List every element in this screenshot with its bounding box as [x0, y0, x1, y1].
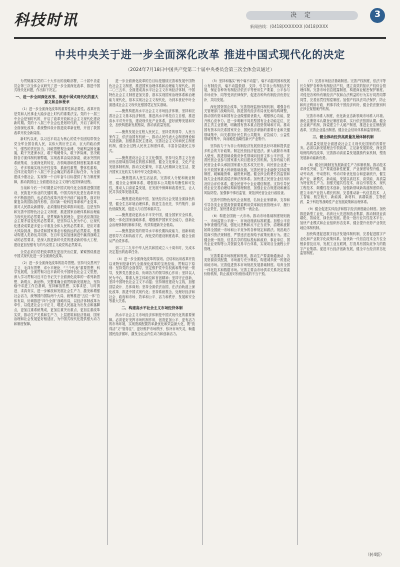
body-paragraph: 为贯彻落实党的二十大作出的战略部署，二十届中央委员会第三次全体会议研究了进一步全面深化改革、推进中国式现代化问题，作出如下决定。: [14, 79, 100, 93]
column-divider: [202, 79, 203, 545]
body-paragraph: 完善要素市场制度和规则，推动生产要素畅通流动、各类资源高效配置、市场潜力充分释放。构建城乡统一的建设用地市场。完善促进资本市场规范发展基础制度。培育全国一体化技术和数据市场。完善主要由市场供求关系决定要素价格机制，防止政府对价格形成的不当干预。: [204, 253, 290, 277]
body-paragraph: 高质量发展是全面建设社会主义现代化国家的首要任务。必须以新发展理念引领改革，立足新发展阶段，深化供给侧结构性改革，完善推动高质量发展激励约束机制，塑造发展新动能新优势。: [300, 141, 386, 160]
body-paragraph: ——聚焦建设更高水平平安中国，健全国家安全体系，强化一体化国家战略体系，增强维护国家安全能力，创新社会治理体制机制和手段，有效构建新安全格局。: [109, 213, 195, 227]
body-paragraph: （2）进一步全面深化改革的指导思想。坚持马克思列宁主义、毛泽东思想、邓小平理论、“三个代表”重要思想、科学发展观，全面贯彻习近平新时代中国特色社会主义思想，深入学习贯彻习近平总书记关于全面深化改革的一系列新思想、新观点、新论断，完整准确全面贯彻新发展理念，坚持稳中求进工作总基调，坚持解放思想、实事求是、与时俱进、求真务实，进一步解放和发展社会生产力、激发和增强社会活力，统筹国内国际两个大局，统筹推进“五位一体”总体布局，协调推进“四个全面”战略布局，以经济体制改革为牵引，以促进社会公平正义、增进人民福祉为出发点和落脚点，更加注重系统集成，更加注重突出重点，更加注重改革实效，推动生产关系和生产力、上层建筑和经济基础、国家治理和社会发展更好相适应，为中国式现代化提供强大动力和制度保障。: [14, 260, 100, 327]
column-divider: [297, 79, 298, 545]
body-paragraph: ——聚焦提高人民生活品质，完善收入分配和就业制度，健全社会保障体系，增强基本公共服务均衡性和可及性，推动人口高质量发展，在发展中保障和改善民生，让人民共享改革发展成果。: [109, 176, 195, 195]
body-paragraph: 到二〇二九年中华人民共和国成立八十周年时，完成本决定提出的改革任务。: [109, 245, 195, 255]
section-heading: 一、进一步全面深化改革、推进中国式现代化的重大意义和总体要求: [15, 95, 99, 105]
body-paragraph: 深化国资国企改革，完善管理监督体制机制，增强各有关管理部门战略协同，推进国有经济布局优化和结构调整，推动国有资本和国有企业做强做优做大，增强核心功能，提升核心竞争力。进一步明晰不同类型国有企业功能定位，完善主责主业管理，明确国有资本重点投资领域和方向。推动国有资本向关系国家安全、国民经济命脉的重要行业和关键领域集中，向关系国计民生的公共服务、应急能力、公益性领域等集中，向前瞻性战略性新兴产业集中。: [204, 104, 290, 142]
text-column-2: [109, 79, 195, 545]
issue-info: 新闻热线：(0418)XXXXXXX (0418)XXXX: [250, 24, 329, 29]
text-column-1: [14, 79, 100, 545]
body-paragraph: ——聚焦发展全过程人民民主，坚持党的领导、人民当家作主、依法治国有机统一，推动人民代表大会制度理论和实践创新，加强基层民主建设，完善社会主义协商民主制度机制，健全全过程人民民主制度体系，丰富各层级民主形式。: [109, 130, 195, 153]
body-paragraph: 进一步全面深化改革的总目标是继续完善和发展中国特色社会主义制度，推进国家治理体系和治理能力现代化。到二〇三五年，全面建成高水平社会主义市场经济体制，中国特色社会主义制度更加完善，基本实现国家治理体系和治理能力现代化，基本实现社会主义现代化，为到本世纪中叶全面建成社会主义现代化强国奠定坚实基础。: [109, 79, 195, 107]
body-paragraph: ——聚焦建设美丽中国，加快经济社会发展全面绿色转型，健全生态环境治理体系，推进生态优先、节约集约、绿色低碳发展，促进人与自然和谐共生。: [109, 197, 195, 211]
body-paragraph: （9）健全促进实体经济和数字经济深度融合制度。加快推进新型工业化，培育壮大先进制造业集群，推动制造业高端化、智能化、绿色化发展。建设一批行业共性技术平台，加快产业模式和企业组织形态变革，健全提升优势产业领先地位体制机制。: [300, 206, 386, 230]
body-paragraph: （7）完善市场经济基础制度。完善产权制度，依法平等长久保护各种所有制经济产权，建立高效的知识产权综合管理体制。完善市场信息披露制度，构建商业秘密保护制度。对侵犯各种所有制经济产权和合法利益的行为实行同责同罪同罚，完善惩罚性赔偿制度。加强产权执法司法保护，防止和纠正利用行政、刑事手段干预经济纠纷，健全依法甄别纠正涉企冤错案件机制。: [300, 79, 386, 112]
text-column-4: [300, 79, 386, 545]
body-paragraph: 完善市场准入制度，优化新业态新领域市场准入环境。深化注册资本认缴登记制度改革，实行依法按期认缴。健全企业破产机制，探索建立个人破产制度，推进企业注销配套改革，完善企业退出制度。健全社会信用体系和监管制度。: [300, 113, 386, 133]
column-divider: [107, 79, 108, 545]
continuation-note: （转4版）: [365, 552, 384, 557]
section-label: 决 定: [246, 11, 358, 20]
body-paragraph: （6）构建全国统一大市场。推动市场基础制度规则统一、市场监管公平统一、市场设施高标准联通。加强公平竞争审查刚性约束，强化反垄断和反不正当竞争，清理和废除妨碍全国统一市场和公平竞争的各种规定和做法。规范地方招商引资法规制度，严禁违法违规给予政策优惠行为。建立健全统一规范、信息共享的招标投标和政府、事业单位、国有企业采购等公共资源交易平台体系，实现项目全流程公开管理。: [204, 213, 290, 251]
body-paragraph: （5）坚持和落实“两个毫不动摇”。毫不动摇巩固和发展公有制经济，毫不动摇鼓励、支持、引导非公有制经济发展，保证各种所有制经济依法平等使用生产要素、公平参与市场竞争、同等受到法律保护，促进各种所有制经济优势互补、共同发展。: [204, 79, 290, 102]
body-paragraph: ——聚焦建设社会主义文化强国，坚持马克思主义在意识形态领域指导地位的根本制度，健全文化事业、文化产业发展体制机制，推动文化繁荣，丰富人民精神文化生活，提升国家文化软实力和中华文化影响力。: [109, 155, 195, 174]
newspaper-logo: 科技时讯: [14, 11, 79, 29]
header-rule: [14, 37, 386, 39]
body-paragraph: ——聚焦提高党的领导水平和长期执政能力，创新和改进领导方式和执政方式，深化党的建设制度改革，健全全面从严治党体系。: [109, 229, 195, 243]
body-paragraph: （8）健全因地制宜发展新质生产力体制机制。推动技术革命性突破、生产要素创新性配置、产业深度转型升级，推动劳动者、劳动资料、劳动对象优化组合和更新跃升，催生新产业、新模式、新动能，发展以高技术、高效能、高质量为特征的生产力。加强关键共性技术、前沿引领技术、现代工程技术、颠覆性技术创新，加强新领域新赛道制度供给，建立未来产业投入增长机制，完善推动新一代信息技术、人工智能、航空航天、新能源、新材料、高端装备、生物医药、量子科技等战略性产业发展政策和治理体系。: [300, 162, 386, 205]
body-paragraph: 完善中国特色现代企业制度，弘扬企业家精神，支持和引导各类企业提高资源要素利用效率和经营管理水平、履行社会责任，加快建设更多世界一流企业。: [204, 197, 290, 212]
body-paragraph: （4）进一步全面深化改革的原则。总结和运用改革开放以来特别是新时代全面深化改革的宝贵经验，贯彻以下原则：坚持党的全面领导，坚定维护党中央权威和集中统一领导，发挥党总揽全局、协调各方的领导核心作用；坚持以人民为中心，尊重人民主体地位和首创精神；坚持守正创新，坚持中国特色社会主义不动摇；坚持制度建设为主线，加强顶层设计、总体谋划；坚持全面依法治国，在法治轨道上深化改革、推进中国式现代化；坚持系统观念，处理好经济和社会、政府和市场、效率和公平、活力和秩序、发展和安全等重大关系。: [109, 256, 195, 304]
masthead: [14, 7, 386, 37]
article-body: [14, 79, 386, 545]
body-paragraph: 坚持致力于为非公有制经济发展营造良好环境和提供更多机会的方针政策。制定民营经济促进法。深入破除市场准入壁垒，推进基础设施竞争性领域向经营主体公平开放，完善民营企业参与国家重大项目建设长效机制。支持有能力的民营企业牵头承担国家重大技术攻关任务，向民营企业进一步开放国家重大科研基础设施。完善民营企业融资支持政策制度，破解融资难、融资贵问题。健全涉企收费长效监管和拖欠企业账款清偿法律法规体系。加快建立民营企业信用状况综合评价体系，健全民营中小企业增信制度。支持引导民营企业完善治理结构和管理制度，加强企业合规建设和廉洁风险防控。加强事中事后监管，规范涉民营企业行政检查。: [204, 144, 290, 196]
page-number-badge: 3: [370, 8, 385, 23]
body-paragraph: 加快构建促进数字经济发展体制机制，完善促进数字产业化和产业数字化政策体系。加快新一代信息技术全方位全链条普及应用，发展工业互联网，打造具有国际竞争力的数字产业集群。促进平台经济创新发展，健全平台经济常态化监管制度。: [300, 232, 386, 256]
section-heading: 二、构建高水平社会主义市场经济体制: [121, 305, 183, 310]
text-column-3: [204, 79, 290, 545]
body-paragraph: 当前和今后一个时期是以中国式现代化全面推进强国建设、民族复兴伟业的关键时期。中国式现代化是在改革开放中不断推进的，也必将在改革开放中开辟广阔前景。面对纷繁复杂的国际国内形势，面对新一轮科技革命和产业变革，面对人民群众新期待，必须继续把改革推向前进。这是坚持和完善中国特色社会主义制度、推进国家治理体系和治理能力现代化的必然要求，是贯彻新发展理念、更好适应我国社会主要矛盾变化的必然要求，是坚持以人民为中心、让现代化建设成果更多更公平惠及全体人民的必然要求，是应对重大风险挑战、推动党和国家事业行稳致远的必然要求，是推动构建人类命运共同体、在百年变局加速演进中赢得战略主动的必然要求，是深入推进新时代党的建设新的伟大工程、建设更加坚强有力的马克思主义政党的必然要求。: [14, 186, 100, 247]
article-headline: 中共中央关于进一步全面深化改革 推进中国式现代化的决定: [54, 49, 346, 61]
body-paragraph: 新时代以来，以习近平同志为核心的党中央团结带领全党全军全国各族人民，以伟大的历史主动、巨大的政治勇气、强烈的责任担当，冲破思想观念束缚，突破利益固化藩篱，敢于突进深水区，敢于啃硬骨头，敢于涉险滩，坚决破除各方面体制机制弊端，实现改革由局部探索、破冰突围到系统集成、全面深化的转变，各领域基础性制度框架基本建立，许多领域实现历史性变革、系统性重塑、整体性重构，总体完成党的十八届三中全会确定的改革目标任务，为全面建成小康社会、实现第一个百年奋斗目标提供了有力制度保障，推动我国迈上全面建设社会主义现代化国家新征程。: [14, 137, 100, 184]
body-paragraph: 高水平社会主义市场经济体制是中国式现代化的重要保障。必须更好发挥市场机制作用，创造更加公平、更有活力的市场环境，实现资源配置效率最优化和效益最大化，既“放得活”又“管得住”，更好维护市场秩序、弥补市场失灵，畅通国民经济循环，激发全社会内生动力和创新活力。: [109, 312, 195, 336]
body-paragraph: ——聚焦构建高水平社会主义市场经济体制，坚持和完善社会主义基本经济制度，推进高水平科技自立自强，推进高水平对外开放，建设现代化产业体系，更好统筹发展和安全，加快构建新发展格局，推动高质量发展。: [109, 109, 195, 128]
body-paragraph: （1）进一步全面深化改革的重要性和必要性。改革开放是党和人民事业大踏步赶上时代的重要法宝。党的十一届三中全会是划时代的，开启了改革开放和社会主义现代化建设新时期。党的十八届三中全会也是划时代的，开启了新时代全面深化改革、系统整体设计推进改革新征程，开创了我国改革开放全新局面。: [14, 107, 100, 135]
body-paragraph: 全党必须自觉把改革摆在更加突出位置，紧紧围绕推进中国式现代化进一步全面深化改革。: [14, 249, 100, 259]
section-heading: 三、健全推动经济高质量发展体制机制: [312, 134, 374, 139]
article-subhead: （2024年7月18日中国共产党第二十届中央委员会第三次全体会议通过）: [125, 68, 275, 73]
